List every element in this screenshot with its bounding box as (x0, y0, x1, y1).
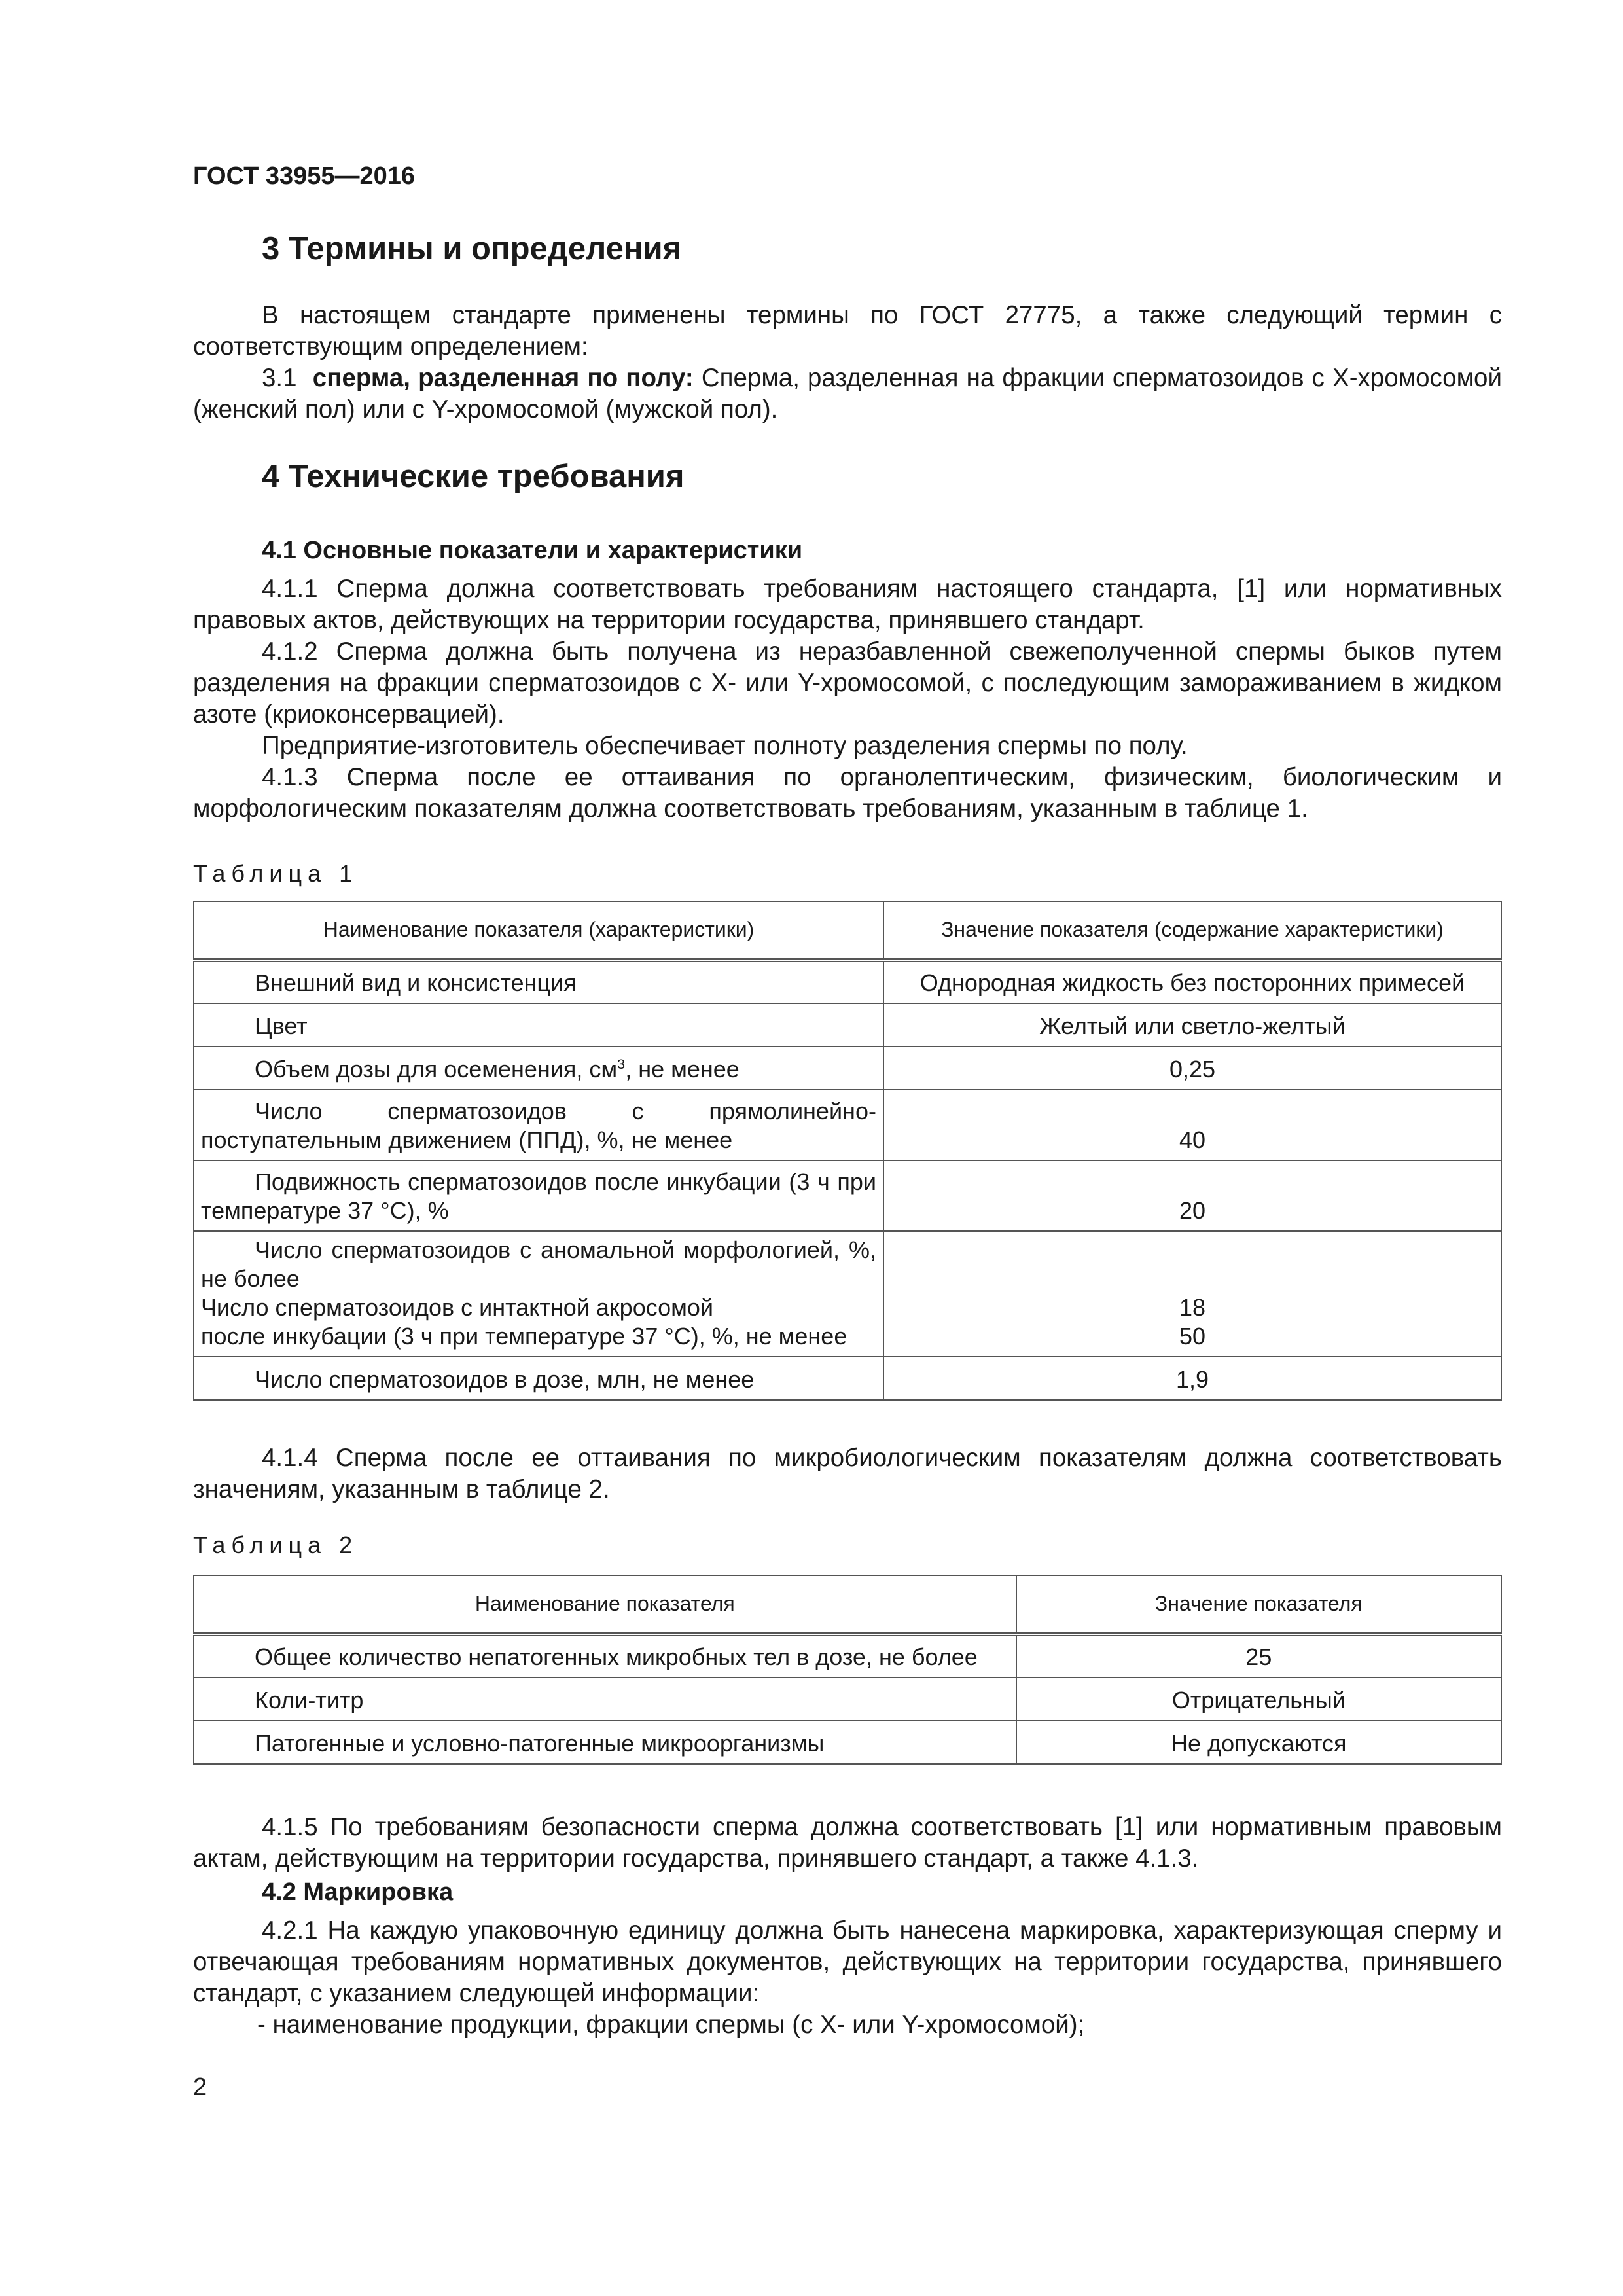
para-4-1-4: 4.1.4 Сперма после ее оттаивания по микробиологическим показателям должна соответствовать значениям, указанным в таблице 2. (193, 1444, 1502, 1503)
table-cell-name: Число сперматозоидов в дозе, млн, не менее (194, 1357, 883, 1400)
para-4-1-2-note: Предприятие-изготовитель обеспечивает полноту разделения спермы по полу. (262, 732, 1188, 760)
table-row (194, 1357, 1501, 1400)
table-cell-name (194, 1231, 883, 1357)
standard-id: ГОСТ 33955—2016 (193, 162, 416, 190)
row-value-1: 18 (1179, 1294, 1205, 1321)
table-1 (193, 901, 1502, 1401)
section-3-body (193, 300, 1502, 425)
table-1-col1-header: Наименование показателя (характеристики) (194, 901, 883, 960)
table-cell-value: Однородная жидкость без посторонних примесей (883, 960, 1501, 1003)
row-line-2: Число сперматозоидов с интактной акросомой (201, 1294, 714, 1321)
table-row (194, 1231, 1501, 1357)
table-cell-value: 20 (883, 1160, 1501, 1231)
term-3-1 (193, 363, 1502, 425)
table-row (194, 960, 1501, 1003)
table-1-header-row (194, 901, 1501, 960)
term-number: 3.1 (262, 364, 297, 392)
table-cell-name: Коли-титр (194, 1677, 1016, 1721)
section-4-1-5-body (193, 1812, 1502, 1874)
table-2-col1-header: Наименование показателя (194, 1575, 1016, 1634)
table-row (194, 1634, 1501, 1677)
term-name: сперма, разделенная по полу: (312, 364, 694, 392)
table-1-caption: Таблица 1 (193, 860, 359, 887)
table-row (194, 1721, 1501, 1764)
para-4-2-1: 4.2.1 На каждую упаковочную единицу должна быть нанесена маркировка, характеризующая сперму и отвечающая требованиям нормативных документов, действующих на территории государства, принявшего стандарт, с указанием следующей информации: (193, 1916, 1502, 2007)
row-line-1: Число сперматозоидов с аномальной морфологией, %, не более (201, 1236, 876, 1292)
table-2-caption: Таблица 2 (193, 1532, 359, 1558)
table-cell-value: 1,9 (883, 1357, 1501, 1400)
table-row (194, 1047, 1501, 1090)
row-value-2: 50 (1179, 1323, 1205, 1350)
table-2-col2-header: Значение показателя (1016, 1575, 1501, 1634)
table-2 (193, 1575, 1502, 1765)
list-item: - наименование продукции, фракции спермы (с X- или Y-хромосомой); (257, 2011, 1085, 2039)
table-cell-name: Объем дозы для осеменения, $см^3$, не менее (194, 1047, 883, 1090)
table-cell-value: Отрицательный (1016, 1677, 1501, 1721)
table-cell-name: Внешний вид и консистенция (194, 960, 883, 1003)
para-4-1-3: 4.1.3 Сперма после ее оттаивания по органолептическим, физическим, биологическим и морфологическим показателям должна соответствовать требованиям, указанным в таблице 1. (193, 763, 1502, 823)
section-4-title: 4 Технические требования (262, 459, 685, 494)
section-4-2-body (193, 1915, 1502, 2041)
table-cell-value: 0,25 (883, 1047, 1501, 1090)
table-cell-name: Цвет (194, 1003, 883, 1047)
section-3-title: 3 Термины и определения (262, 231, 682, 266)
table-cell-name: Число сперматозоидов с прямолинейно-поступательным движением (ППД), %, не менее (194, 1090, 883, 1160)
table-cell-value (883, 1231, 1501, 1357)
table-cell-value: Не допускаются (1016, 1721, 1501, 1764)
table-1-col2-header: Значение показателя (содержание характеристики) (883, 901, 1501, 960)
subsection-4-2-title: 4.2 Маркировка (262, 1878, 454, 1906)
subsection-4-1-title: 4.1 Основные показатели и характеристики (262, 537, 803, 564)
table-cell-value: 25 (1016, 1634, 1501, 1677)
section-4-1-4-body (193, 1443, 1502, 1505)
table-row (194, 1677, 1501, 1721)
table-row (194, 1160, 1501, 1231)
table-2-header-row (194, 1575, 1501, 1634)
section-4-1-body (193, 573, 1502, 825)
table-cell-value: Желтый или светло-желтый (883, 1003, 1501, 1047)
table-row (194, 1003, 1501, 1047)
page-number: 2 (193, 2073, 207, 2101)
table-cell-name: Подвижность сперматозоидов после инкубации (3 ч при температуре 37 °С), % (194, 1160, 883, 1231)
para-4-1-5: 4.1.5 По требованиям безопасности сперма должна соответствовать [1] или нормативным правовым актам, действующим на территории государства, принявшего стандарт, а также 4.1.3. (193, 1813, 1502, 1873)
table-cell-name: Патогенные и условно-патогенные микроорганизмы (194, 1721, 1016, 1764)
row-line-3: после инкубации (3 ч при температуре 37 °С), %, не менее (201, 1323, 847, 1350)
para-4-1-2: 4.1.2 Сперма должна быть получена из неразбавленной свежеполученной спермы быков путем разделения на фракции сперматозоидов с X- или Y-хромосомой, с последующим замораживанием в жидком азоте (криоконсервацией). (193, 637, 1502, 728)
table-cell-value: 40 (883, 1090, 1501, 1160)
table-row (194, 1090, 1501, 1160)
table-cell-name: Общее количество непатогенных микробных тел в дозе, не более (194, 1634, 1016, 1677)
para-4-1-1: 4.1.1 Сперма должна соответствовать требованиям настоящего стандарта, [1] или нормативных правовых актов, действующих на территории государства, принявшего стандарт. (193, 575, 1502, 634)
section-3-intro: В настоящем стандарте применены термины по ГОСТ 27775, а также следующий термин с соответствующим определением: (193, 301, 1502, 361)
term-definition: Сперма, разделенная на фракции сперматозоидов с X-хромосомой (женский пол) или с Y-хромосомой (мужской пол). (193, 364, 1502, 423)
